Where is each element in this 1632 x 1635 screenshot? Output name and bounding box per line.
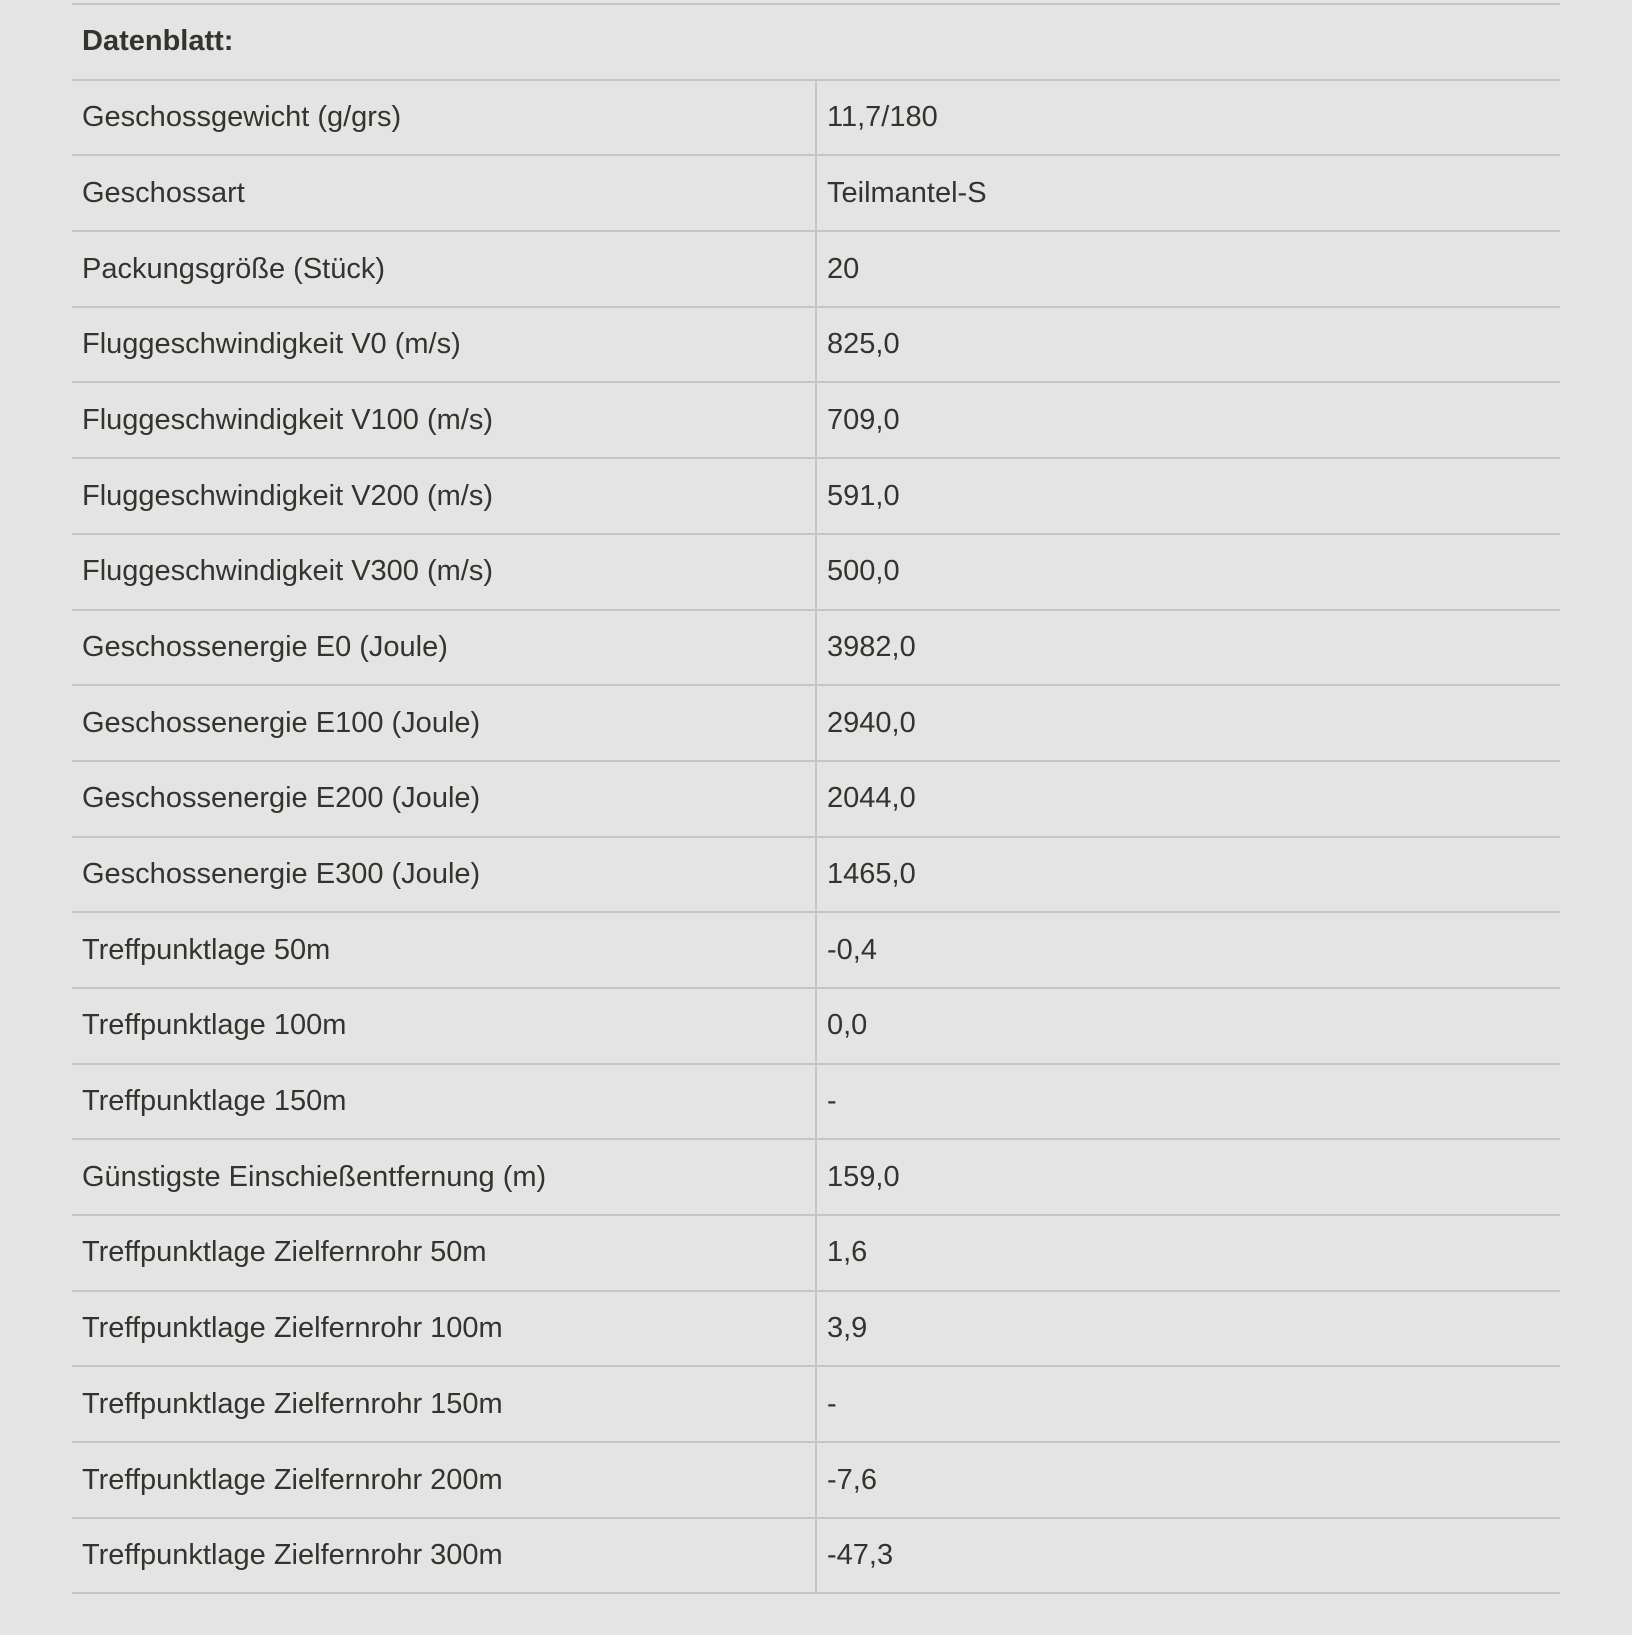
table-row — [72, 837, 1560, 913]
table-row — [72, 307, 1560, 383]
row-label: Treffpunktlage Zielfernrohr 200m — [72, 1442, 816, 1518]
row-value: - — [816, 1366, 1560, 1442]
table-row — [72, 458, 1560, 534]
table-row — [72, 382, 1560, 458]
table-row — [72, 155, 1560, 231]
row-label: Geschossgewicht (g/grs) — [72, 80, 816, 156]
row-label: Treffpunktlage Zielfernrohr 50m — [72, 1215, 816, 1291]
table-row — [72, 231, 1560, 307]
row-value: 2044,0 — [816, 761, 1560, 837]
row-value: 11,7/180 — [816, 80, 1560, 156]
row-label: Fluggeschwindigkeit V300 (m/s) — [72, 534, 816, 610]
table-row — [72, 1139, 1560, 1215]
row-value: -47,3 — [816, 1518, 1560, 1594]
datasheet-title-row — [72, 4, 1560, 80]
row-value: -0,4 — [816, 912, 1560, 988]
table-row — [72, 534, 1560, 610]
row-label: Geschossart — [72, 155, 816, 231]
row-label: Treffpunktlage Zielfernrohr 100m — [72, 1291, 816, 1367]
row-value: - — [816, 1064, 1560, 1140]
row-value: Teilmantel-S — [816, 155, 1560, 231]
row-label: Treffpunktlage Zielfernrohr 150m — [72, 1366, 816, 1442]
row-label: Treffpunktlage 100m — [72, 988, 816, 1064]
datasheet-table — [72, 3, 1560, 1594]
row-value: 159,0 — [816, 1139, 1560, 1215]
row-value: 20 — [816, 231, 1560, 307]
table-row — [72, 1064, 1560, 1140]
row-value: 1,6 — [816, 1215, 1560, 1291]
row-label: Packungsgröße (Stück) — [72, 231, 816, 307]
row-label: Fluggeschwindigkeit V0 (m/s) — [72, 307, 816, 383]
datasheet-title: Datenblatt: — [72, 4, 1560, 80]
row-value: 0,0 — [816, 988, 1560, 1064]
table-row — [72, 1291, 1560, 1367]
row-value: 825,0 — [816, 307, 1560, 383]
row-label: Treffpunktlage 50m — [72, 912, 816, 988]
row-value: 591,0 — [816, 458, 1560, 534]
table-row — [72, 912, 1560, 988]
table-row — [72, 610, 1560, 686]
row-label: Fluggeschwindigkeit V100 (m/s) — [72, 382, 816, 458]
row-label: Geschossenergie E0 (Joule) — [72, 610, 816, 686]
row-label: Fluggeschwindigkeit V200 (m/s) — [72, 458, 816, 534]
row-value: 3982,0 — [816, 610, 1560, 686]
table-row — [72, 685, 1560, 761]
table-row — [72, 988, 1560, 1064]
row-label: Günstigste Einschießentfernung (m) — [72, 1139, 816, 1215]
table-row — [72, 1442, 1560, 1518]
row-value: 709,0 — [816, 382, 1560, 458]
row-label: Geschossenergie E300 (Joule) — [72, 837, 816, 913]
row-label: Treffpunktlage 150m — [72, 1064, 816, 1140]
row-label: Geschossenergie E100 (Joule) — [72, 685, 816, 761]
table-row — [72, 1215, 1560, 1291]
row-label: Treffpunktlage Zielfernrohr 300m — [72, 1518, 816, 1594]
row-value: 3,9 — [816, 1291, 1560, 1367]
row-value: 2940,0 — [816, 685, 1560, 761]
row-label: Geschossenergie E200 (Joule) — [72, 761, 816, 837]
table-row — [72, 761, 1560, 837]
row-value: -7,6 — [816, 1442, 1560, 1518]
table-row — [72, 1366, 1560, 1442]
table-row — [72, 80, 1560, 156]
row-value: 1465,0 — [816, 837, 1560, 913]
datasheet-section — [72, 3, 1560, 1594]
table-row — [72, 1518, 1560, 1594]
row-value: 500,0 — [816, 534, 1560, 610]
